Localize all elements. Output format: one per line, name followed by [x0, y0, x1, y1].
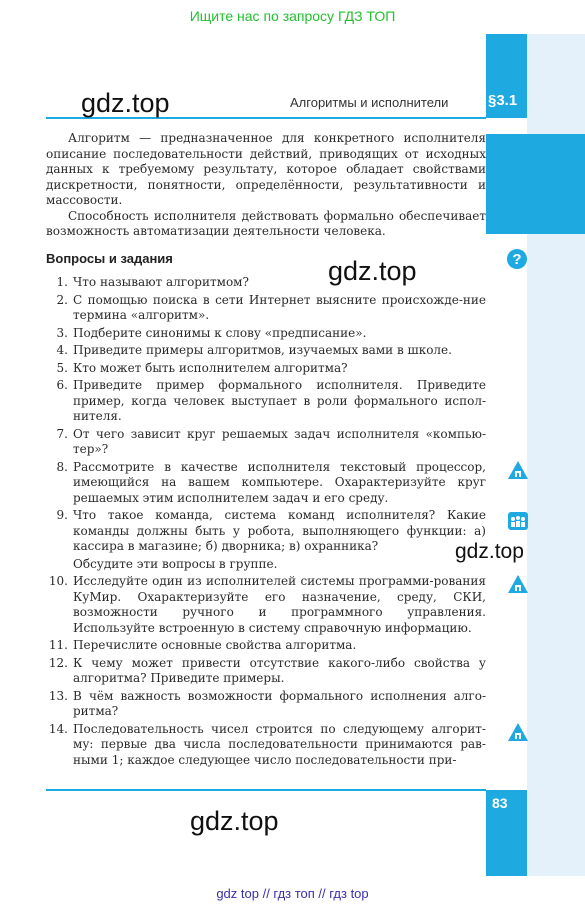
questions-list	[46, 275, 486, 770]
questions-heading: Вопросы и задания	[46, 251, 173, 266]
item-text: Перечислите основные свойства алгоритма.	[73, 638, 357, 652]
list-item	[46, 343, 486, 359]
item-number: 3.	[56, 325, 68, 340]
group-work-icon	[507, 510, 529, 532]
list-item	[46, 293, 486, 324]
item-text: Приведите примеры алгоритмов, изучаемых вами в школе.	[73, 343, 452, 357]
item-text: Кто может быть исполнителем алгоритма?	[73, 360, 348, 375]
item-number: 10.	[48, 574, 68, 588]
item-number: 8.	[56, 459, 68, 474]
item-text: С помощью поиска в сети Интернет выясните происхожде-ние термина «алгоритм».	[73, 292, 486, 322]
item-text: Что такое команда, система команд исполнителя? Какие команды должны быть у робота, выполняющего функции: а) кассира в магазине; б) дворника; в) охранника?	[73, 508, 486, 553]
item-number: 14.	[48, 721, 68, 736]
home-task-icon	[507, 573, 529, 595]
item-number: 11.	[48, 638, 68, 652]
item-number: 6.	[56, 378, 68, 392]
watermark: gdz.top	[190, 806, 279, 836]
item-text: Приведите пример формального исполнителя. Приведите пример, когда человек выступает в роли формального испол-нителя.	[73, 378, 486, 423]
item-text: Рассмотрите в качестве исполнителя текстовый процессор, имеющийся на вашем компьютере. Охарактеризуйте круг решаемых этим исполнителем задач и его среду.	[73, 459, 486, 505]
side-band-block	[486, 134, 585, 234]
page-header-title: Алгоритмы и исполнители	[290, 95, 449, 110]
svg-text:?: ?	[512, 251, 522, 268]
item-number: 7.	[56, 426, 68, 441]
item-number: 2.	[56, 292, 68, 307]
watermark: gdz.top	[81, 88, 170, 118]
item-number: 5.	[56, 360, 68, 375]
top-banner[interactable]: Ищите нас по запросу ГДЗ ТОП	[189, 8, 396, 24]
item-text: Последовательность чисел строится по следующему алгорит-му: первые два числа последовательности принимаются рав-ными 1; каждое следующее число последовательности при-	[73, 721, 486, 767]
automation-paragraph: Способность исполнителя действовать формально обеспечивает возможность автоматизации деятельности человека.	[46, 208, 486, 238]
list-item	[46, 638, 486, 654]
item-text: В чём важность возможности формального исполнения алго-ритма?	[73, 688, 486, 718]
list-item	[46, 275, 486, 291]
list-item	[46, 326, 486, 342]
watermark: gdz.top	[455, 540, 524, 563]
home-task-icon	[507, 721, 529, 743]
item-text: Подберите синонимы к слову «предписание».	[73, 325, 367, 340]
home-task-icon	[507, 459, 529, 481]
list-item	[46, 574, 486, 636]
page-number: 83	[492, 795, 508, 811]
list-item	[46, 361, 486, 377]
item-number: 1.	[56, 275, 68, 289]
definition-text	[46, 131, 486, 240]
definition-paragraph: Алгоритм — предназначенное для конкретного исполнителя описание последовательности действий, приводящих от исходных данных к требуемому результату, которое обладает свойствами дискретности, понятности, определённости, результативности и массовости.	[46, 131, 486, 207]
item-text: К чему может привести отсутствие какого-либо свойства у алгоритма? Приведите примеры.	[73, 655, 486, 685]
group-discussion-note: Обсудите эти вопросы в группе.	[73, 556, 278, 571]
item-number: 4.	[56, 343, 68, 357]
list-item	[46, 378, 486, 425]
list-item	[46, 689, 486, 720]
list-item	[46, 656, 486, 687]
list-item	[46, 508, 486, 555]
item-number: 12.	[48, 655, 68, 670]
list-item	[46, 427, 486, 458]
list-item	[46, 722, 486, 769]
question-icon	[506, 248, 528, 270]
footer-rule	[46, 789, 486, 791]
item-text: Что называют алгоритмом?	[73, 275, 249, 289]
bottom-banner[interactable]: gdz top // гдз топ // гдз top	[216, 886, 369, 901]
item-number: 9.	[56, 508, 68, 522]
item-text: Исследуйте один из исполнителей системы программи-рования КуМир. Охарактеризуйте его назначение, среду, СКИ, возможности ручного и программного управления. Используйте встроенную в систему справочную информацию.	[73, 574, 486, 635]
item-number: 13.	[48, 688, 68, 703]
section-number: §3.1	[488, 92, 518, 109]
list-item	[46, 460, 486, 507]
item-text: От чего зависит круг решаемых задач исполнителя «компью-тер»?	[73, 426, 486, 456]
watermark: gdz.top	[328, 256, 417, 286]
